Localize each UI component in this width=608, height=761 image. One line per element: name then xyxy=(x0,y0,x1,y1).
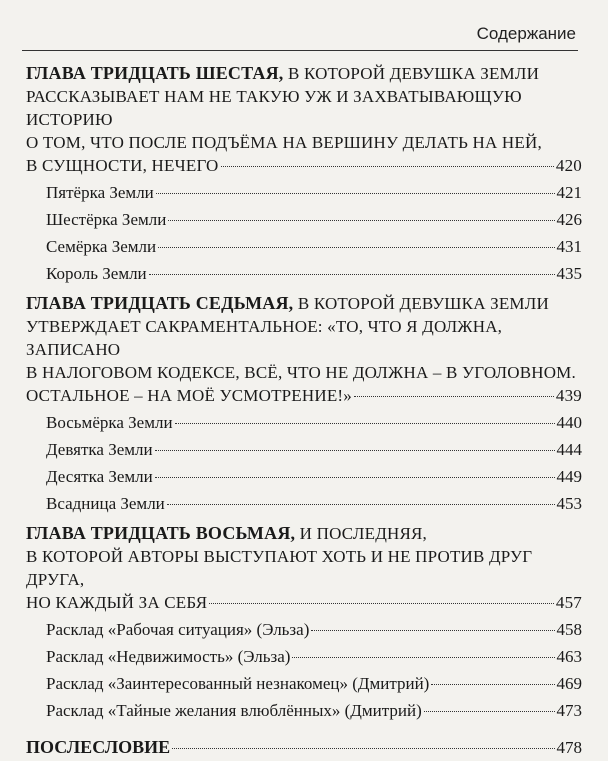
chapter-title: ГЛАВА ТРИДЦАТЬ ШЕСТАЯ, xyxy=(26,63,284,83)
toc-entry[interactable] xyxy=(26,463,582,490)
dot-leader xyxy=(221,166,554,167)
dot-leader xyxy=(354,396,554,397)
toc-entry[interactable] xyxy=(26,233,582,260)
page-number: 439 xyxy=(555,386,582,405)
page-number: 463 xyxy=(556,647,582,666)
page-number: 435 xyxy=(556,264,582,283)
dot-leader xyxy=(156,193,555,194)
running-head: Содержание xyxy=(476,24,576,43)
chapter-subtitle-line: О ТОМ, ЧТО ПОСЛЕ ПОДЪЁМА НА ВЕРШИНУ ДЕЛАТЬ НА НЕЙ, xyxy=(26,133,542,152)
toc-entry[interactable] xyxy=(26,409,582,436)
page-number: 453 xyxy=(556,494,582,513)
page-number: 420 xyxy=(555,156,582,175)
toc-entry[interactable] xyxy=(26,697,582,724)
dot-leader xyxy=(172,748,554,749)
page-number: 478 xyxy=(556,738,582,757)
page-number: 457 xyxy=(555,593,582,612)
dot-leader xyxy=(209,603,554,604)
entry-label: Десятка Земли xyxy=(46,467,153,486)
dot-leader xyxy=(175,423,555,424)
header-rule xyxy=(22,50,578,51)
dot-leader xyxy=(149,274,555,275)
page-number: 449 xyxy=(556,467,582,486)
toc-entry[interactable] xyxy=(26,154,582,177)
chapter-heading xyxy=(26,522,582,591)
chapter-subtitle-line: В СУЩНОСТИ, НЕЧЕГО xyxy=(26,156,219,175)
chapter-subtitle-line: И ПОСЛЕДНЯЯ, xyxy=(295,524,428,543)
page-number: 440 xyxy=(556,413,582,432)
chapter-subtitle-line: В КОТОРОЙ ДЕВУШКА ЗЕМЛИ xyxy=(283,64,540,83)
entry-label: Расклад «Недвижимость» (Эльза) xyxy=(46,647,291,666)
toc-entry[interactable] xyxy=(26,490,582,517)
chapter-38 xyxy=(26,522,582,724)
chapter-title: ГЛАВА ТРИДЦАТЬ СЕДЬМАЯ, xyxy=(26,293,294,313)
dot-leader xyxy=(155,477,555,478)
afterword-label: ПОСЛЕСЛОВИЕ xyxy=(26,737,171,757)
dot-leader xyxy=(311,630,554,631)
dot-leader xyxy=(424,711,555,712)
entry-label: Король Земли xyxy=(46,264,147,283)
page-number: 473 xyxy=(556,701,582,720)
page-number: 444 xyxy=(556,440,582,459)
page-number: 426 xyxy=(556,210,582,229)
dot-leader xyxy=(431,684,554,685)
chapter-subtitle-line: ОСТАЛЬНОЕ – НА МОЁ УСМОТРЕНИЕ!» xyxy=(26,386,352,405)
chapter-heading xyxy=(26,62,582,154)
toc-entry[interactable] xyxy=(26,260,582,287)
page-number: 469 xyxy=(556,674,582,693)
entry-label: Всадница Земли xyxy=(46,494,165,513)
page-number: 421 xyxy=(556,183,582,202)
entry-label: Восьмёрка Земли xyxy=(46,413,173,432)
dot-leader xyxy=(292,657,554,658)
chapter-subtitle-line: РАССКАЗЫВАЕТ НАМ НЕ ТАКУЮ УЖ И ЗАХВАТЫВАЮЩУЮ ИСТОРИЮ xyxy=(26,87,522,129)
table-of-contents xyxy=(26,62,582,761)
entry-label: Шестёрка Земли xyxy=(46,210,167,229)
chapter-37 xyxy=(26,292,582,517)
dot-leader xyxy=(167,504,555,505)
toc-entry[interactable] xyxy=(26,643,582,670)
page-number: 458 xyxy=(556,620,582,639)
chapter-36 xyxy=(26,62,582,287)
entry-label: Семёрка Земли xyxy=(46,237,157,256)
chapter-subtitle-line: УТВЕРЖДАЕТ САКРАМЕНТАЛЬНОЕ: «ТО, ЧТО Я ДОЛЖНА, ЗАПИСАНО xyxy=(26,317,503,359)
entry-label: Девятка Земли xyxy=(46,440,153,459)
chapter-heading xyxy=(26,292,582,384)
dot-leader xyxy=(158,247,554,248)
chapter-subtitle-line: В КОТОРОЙ ДЕВУШКА ЗЕМЛИ xyxy=(293,294,549,313)
chapter-title: ГЛАВА ТРИДЦАТЬ ВОСЬМАЯ, xyxy=(26,523,296,543)
entry-label: Расклад «Рабочая ситуация» (Эльза) xyxy=(46,620,310,639)
toc-entry[interactable] xyxy=(26,436,582,463)
entry-label: Расклад «Тайные желания влюблённых» (Дмитрий) xyxy=(46,701,422,720)
chapter-subtitle-line: НО КАЖДЫЙ ЗА СЕБЯ xyxy=(26,593,208,612)
toc-entry[interactable] xyxy=(26,384,582,407)
entry-label: Расклад «Заинтересованный незнакомец» (Дмитрий) xyxy=(46,674,430,693)
entry-label: Пятёрка Земли xyxy=(46,183,154,202)
dot-leader xyxy=(155,450,555,451)
toc-entry[interactable] xyxy=(26,616,582,643)
toc-entry[interactable] xyxy=(26,179,582,206)
toc-entry[interactable] xyxy=(26,206,582,233)
toc-entry[interactable] xyxy=(26,670,582,697)
page-number: 431 xyxy=(556,237,582,256)
chapter-subtitle-line: В КОТОРОЙ АВТОРЫ ВЫСТУПАЮТ ХОТЬ И НЕ ПРОТИВ ДРУГ ДРУГА, xyxy=(26,547,533,589)
chapter-subtitle-line: В НАЛОГОВОМ КОДЕКСЕ, ВСЁ, ЧТО НЕ ДОЛЖНА – В УГОЛОВНОМ. xyxy=(26,363,576,382)
toc-entry[interactable] xyxy=(26,591,582,614)
dot-leader xyxy=(168,220,554,221)
